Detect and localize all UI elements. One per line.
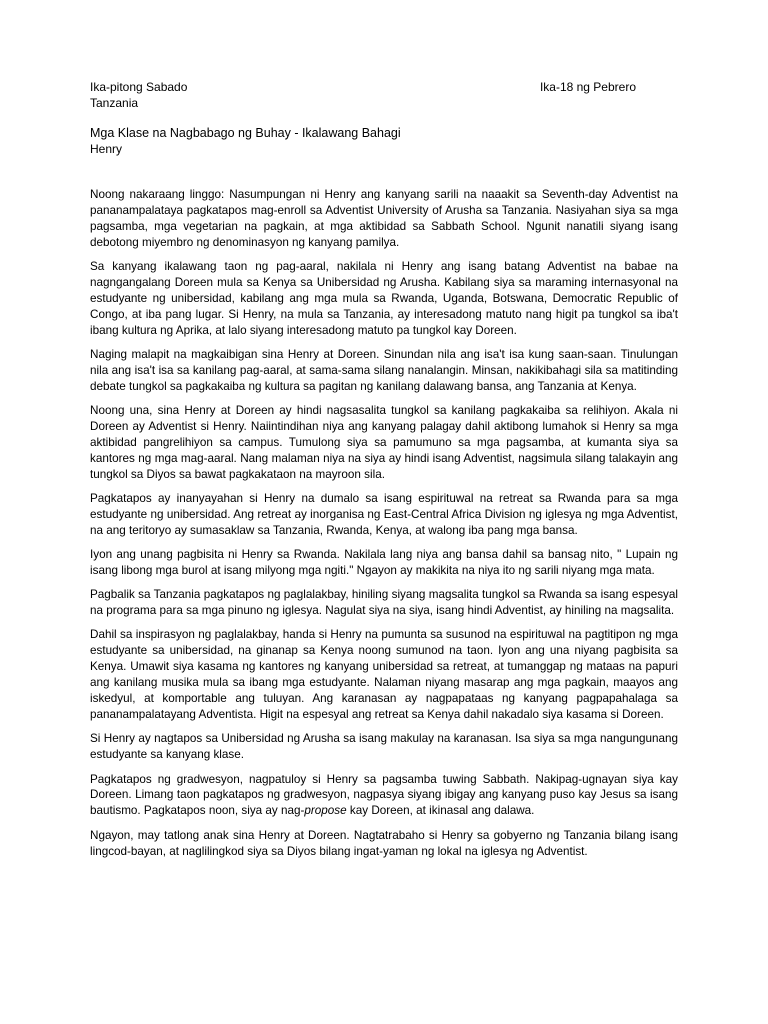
header-day: Ika-pitong Sabado: [90, 80, 188, 94]
paragraph-text: Pagkatapos ng gradwesyon, nagpatuloy si Henry sa pagsamba tuwing Sabbath. Nakipag-ugnayan siya kay Doreen. Limang taon pagkatapos ng gradwesyon, nagpasya siyang ibigay ang kanyang puso kay Jesus sa isang bautismo. Pagkatapos noon, siya ay nag-: [90, 772, 678, 818]
header-date: Ika-18 ng Pebrero: [539, 80, 636, 94]
paragraph: Ngayon, may tatlong anak sina Henry at Doreen. Nagtatrabaho si Henry sa gobyerno ng Tanzania bilang isang lingcod-bayan, at naglilingkod siya sa Diyos bilang ingat-yaman ng lokal na iglesya ng Adventist.: [90, 828, 678, 858]
paragraph: Sa kanyang ikalawang taon ng pag-aaral, nakilala ni Henry ang isang batang Adventist na babae na nagngangalang Doreen mula sa Kenya sa Unibersidad ng Arusha. Kabilang siya sa maraming internasyonal na estudyante ng unibersidad, kabilang ang mga mula sa Rwanda, Uganda, Botswana, Democratic Republic of Congo, at iba pang lugar. Si Henry, na mula sa Tanzania, ay interesadong matuto nang higit pa tungkol sa iba't ibang kultura ng Aprika, at lalo siyang interesadong matuto pa tungkol kay Doreen.: [90, 260, 678, 337]
paragraph: Naging malapit na magkaibigan sina Henry at Doreen. Sinundan nila ang isa't isa kung saan-saan. Tinulungan nila ang isa't isa sa kanilang pag-aaral, at sama-sama silang nanalangin. Minsan, nakikibahagi sila sa matitinding debate tungkol sa pagkakaiba ng kultura sa pagitan ng kanilang dalawang bansa, ang Tanzania at Kenya.: [90, 347, 678, 393]
document-title: Mga Klase na Nagbabago ng Buhay - Ikalawang Bahagi: [90, 126, 401, 140]
header-location: Tanzania: [90, 96, 139, 110]
paragraph: Pagbalik sa Tanzania pagkatapos ng paglalakbay, hiniling siyang magsalita tungkol sa Rwanda sa isang espesyal na programa para sa mga pinuno ng iglesya. Nagulat siya na siya, isang hindi Adventist, ay hiniling na magsalita.: [90, 588, 678, 618]
paragraph: [90, 772, 678, 820]
paragraph: Pagkatapos ay inanyayahan si Henry na dumalo sa isang espirituwal na retreat sa Rwanda para sa mga estudyante ng unibersidad. Ang retreat ay inorganisa ng East-Central Africa Division ng iglesya ng mga Adventist, na ang teritoryo ay sumasaklaw sa Tanzania, Rwanda, Kenya, at walong iba pang mga bansa.: [90, 491, 678, 537]
paragraph: Dahil sa inspirasyon ng paglalakbay, handa si Henry na pumunta sa susunod na espirituwal na pagtitipon ng mga estudyante sa unibersidad, na ginanap sa Kenya noong sumunod na taon. Iyon ang una niyang pagbisita sa Kenya. Umawit siya kasama ng kantores ng kanyang unibersidad sa retreat, at tumanggap ng mataas na papuri ang kanilang musika mula sa ibang mga estudyante. Nalaman niyang masarap ang mga pagkain, maayos ang iskedyul, at komportable ang tuluyan. Ang karanasan ay nagpapataas ng kanyang pagpapahalaga sa pananampalatayang Adventista. Higit na espesyal ang retreat sa Kenya dahil nakadalo siya kasama si Doreen.: [90, 628, 678, 722]
paragraph: Iyon ang unang pagbisita ni Henry sa Rwanda. Nakilala lang niya ang bansa dahil sa bansag nito, " Lupain ng isang libong mga burol at isang milyong mga ngiti." Ngayon ay makikita na niya ito ng sarili niyang mga mata.: [90, 548, 678, 577]
document-author: Henry: [90, 142, 123, 156]
paragraph: Noong nakaraang linggo: Nasumpungan ni Henry ang kanyang sarili na naaakit sa Seventh-day Adventist na pananampalataya pagkatapos mag-enroll sa Adventist University of Arusha sa Tanzania. Nasiyahan siya sa mga pagsamba, mga vegetarian na pagkain, at mga aktibidad sa Sabbath School. Ngunit nanatili siyang isang debotong miyembro ng denominasyon ng kanyang pamilya.: [90, 188, 678, 249]
paragraph: Si Henry ay nagtapos sa Unibersidad ng Arusha sa isang makulay na karanasan. Isa siya sa mga nangungunang estudyante sa kanyang klase.: [90, 732, 678, 762]
body-text: [90, 187, 678, 868]
paragraph: Noong una, sina Henry at Doreen ay hindi nagsasalita tungkol sa kanilang pagkakaiba sa relihiyon. Akala ni Doreen ay Adventist si Henry. Naiintindihan niya ang kanyang palagay dahil aktibong lumahok si Henry sa mga aktibidad pangrelihiyon sa campus. Tumulong siya sa pamumuno sa mga pagsamba, at kumanta siya sa kantores ng mga mag-aaral. Nang malaman niya na siya ay hindi isang Adventist, nagsimula silang talakayin ang tungkol sa Diyos sa bawat pagkakataon na mayroon sila.: [90, 404, 678, 481]
italic-word: propose: [304, 804, 347, 818]
paragraph-text-tail: kay Doreen, at ikinasal ang dalawa.: [346, 804, 535, 818]
